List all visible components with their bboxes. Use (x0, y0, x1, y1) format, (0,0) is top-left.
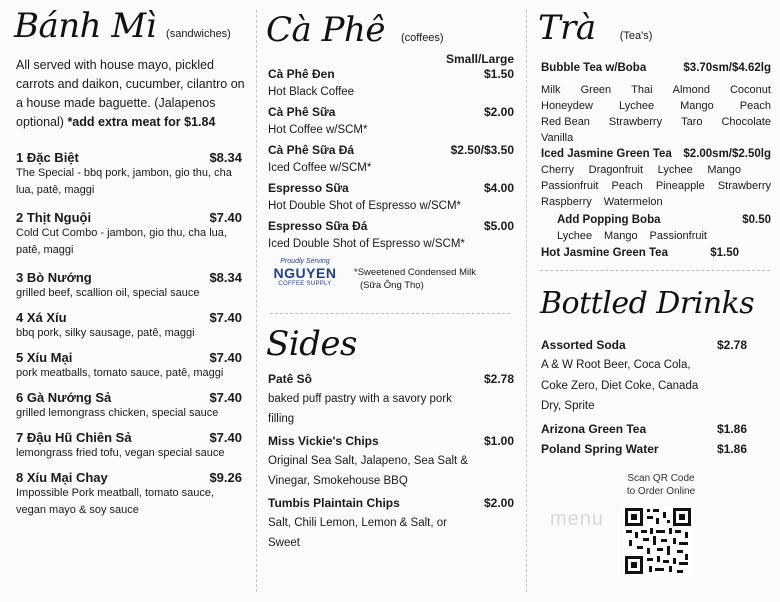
tra-title: Trà (538, 8, 596, 48)
item-price: $9.26 (209, 470, 242, 485)
item-name: 5 Xíu Mại (16, 350, 73, 365)
list-item (541, 422, 747, 436)
item-name: Espresso Sữa (268, 181, 349, 195)
list-item (541, 442, 747, 456)
soda-list (541, 355, 747, 417)
item-name: Arizona Green Tea (541, 421, 647, 436)
item-price: $1.86 (716, 441, 747, 456)
item-price: $2.00 (483, 496, 514, 510)
bubble-flavors (541, 82, 771, 146)
logo-tagline: Proudly Serving (280, 258, 330, 265)
section-divider (540, 270, 770, 272)
flavor: Mango (603, 230, 638, 242)
item-name: Espresso Sữa Đá (268, 219, 368, 233)
item-name: Cà Phê Sữa Đá (268, 143, 355, 157)
qr-code[interactable] (623, 506, 693, 576)
item-price: $4.00 (483, 181, 514, 195)
flavor: Mango (707, 164, 741, 176)
item-price: $7.40 (209, 310, 242, 325)
soda-line: Coke Zero, Diet Coke, Canada (541, 379, 699, 392)
item-name: Iced Jasmine Green Tea (541, 148, 672, 160)
banhmi-title: Bánh Mì (14, 6, 157, 46)
tra-heading (538, 8, 652, 48)
item-desc: Salt, Chili Lemon, Lemon & Salt, or Sweet (268, 517, 447, 549)
list-item (16, 150, 242, 210)
flavor: Chocolate (721, 116, 771, 128)
item-price: $5.00 (483, 219, 514, 233)
item-desc: Hot Double Shot of Espresso w/SCM* (268, 200, 462, 212)
caphe-column (258, 0, 526, 602)
item-price: $1.00 (483, 434, 514, 448)
list-item (268, 104, 514, 142)
item-price: $7.40 (209, 350, 242, 365)
item-name: Bubble Tea w/Boba (541, 62, 647, 74)
flavor: Cherry (541, 164, 575, 176)
list-item (16, 390, 242, 430)
item-desc: Iced Coffee w/SCM* (268, 162, 372, 174)
flavor: Thai (631, 84, 653, 96)
item-desc: The Special - bbq pork, jambon, gio thu, cha lua, patê, maggi (16, 167, 232, 196)
qr-line-1: Scan QR Code (627, 473, 695, 484)
logo-sub: COFFEE SUPPLY (278, 281, 332, 287)
flavor: Lychee (557, 230, 593, 242)
item-price: $7.40 (209, 210, 242, 225)
flavor: Green (580, 84, 612, 96)
banhmi-heading (14, 6, 231, 46)
watermark: menu (550, 508, 605, 530)
qr-line-2: to Order Online (626, 486, 696, 497)
banhmi-extra-meat: *add extra meat for $1.84 (67, 115, 216, 129)
item-price: $7.40 (209, 430, 242, 445)
soda-line: A & W Root Beer, Coca Cola, (541, 359, 691, 371)
item-name: 6 Gà Nướng Sả (16, 390, 112, 405)
item-price: $2.50/$3.50 (450, 143, 514, 157)
banhmi-list (16, 150, 242, 530)
item-name: Cà Phê Đen (268, 67, 335, 81)
item-desc: grilled beef, scallion oil, special sauce (16, 287, 200, 299)
flavor-row (541, 130, 771, 146)
item-price: $0.50 (742, 214, 771, 226)
item-name: Poland Spring Water (541, 441, 659, 456)
item-name: Patê Sô (268, 372, 313, 386)
list-item (268, 496, 514, 558)
flavor: Mango (680, 100, 714, 112)
flavor-row (541, 194, 771, 210)
flavor: Watermelon (603, 196, 663, 208)
flavor: Vanilla (541, 132, 574, 144)
flavor-row (541, 162, 741, 178)
banhmi-intro: All served with house mayo, pickled carrots and daikon, cucumber, cilantro on a house made baguette. (Jalapenos optional) (16, 58, 245, 129)
item-price: $1.86 (716, 421, 747, 436)
tra-list (541, 60, 771, 261)
item-name: Miss Vickie's Chips (268, 434, 379, 448)
qr-code-graphic (623, 506, 693, 576)
size-header: Small/Large (445, 52, 514, 66)
popping-flavors (541, 228, 707, 244)
flavor: Honeydew (541, 100, 593, 112)
soda-row (541, 338, 747, 352)
bottled-list (541, 338, 747, 456)
flavor: Peach (611, 180, 643, 192)
item-desc: grilled lemongrass chicken, special sauce (16, 407, 219, 419)
flavor-row (541, 98, 771, 114)
flavor: Taro (681, 116, 703, 128)
flavor: Red Bean (541, 116, 590, 128)
qr-caption (616, 472, 706, 498)
item-name: 3 Bò Nướng (16, 270, 92, 285)
list-item (268, 218, 514, 256)
scm-note-vn: (Sữa Ông Thọ) (360, 280, 424, 291)
item-desc: lemongrass fried tofu, vegan special sauce (16, 447, 225, 459)
tra-column (528, 0, 780, 602)
item-price: $7.40 (209, 390, 242, 405)
soda-line: Dry, Sprite (541, 400, 595, 412)
item-price: $2.78 (483, 372, 514, 386)
item-desc: Cold Cut Combo - jambon, gio thu, cha lua, patê, maggi (16, 227, 227, 256)
flavor: Passionfruit (649, 230, 707, 242)
flavor: Dragonfruit (588, 164, 644, 176)
flavor: Almond (672, 84, 710, 96)
flavor: Milk (541, 84, 561, 96)
flavor: Pineapple (655, 180, 705, 192)
item-desc: pork meatballs, tomato sauce, patê, maggi (16, 367, 224, 379)
item-name: 2 Thịt Nguội (16, 210, 92, 225)
item-desc: bbq pork, silky sausage, patê, maggi (16, 327, 195, 339)
flavor: Peach (739, 100, 771, 112)
item-price: $8.34 (209, 270, 242, 285)
item-price: $1.50 (483, 67, 514, 81)
item-price: $2.78 (716, 338, 747, 352)
sides-heading (266, 324, 357, 364)
item-name: Cà Phê Sữa (268, 105, 336, 119)
flavor: Raspberry (541, 196, 592, 208)
list-item (16, 350, 242, 390)
sides-title: Sides (266, 324, 357, 364)
list-item (268, 434, 514, 496)
list-item (16, 430, 242, 470)
flavor-row (541, 82, 771, 98)
caphe-subtitle: (coffees) (401, 32, 444, 44)
flavor: Strawberry (608, 116, 663, 128)
item-name: Add Popping Boba (557, 214, 661, 226)
section-divider (270, 313, 510, 315)
item-name: Tumbis Plaintain Chips (268, 496, 400, 510)
item-name: 1 Đặc Biệt (16, 150, 79, 165)
caphe-title: Cà Phê (266, 10, 385, 50)
item-price: $2.00sm/$2.50lg (683, 148, 771, 160)
hot-jasmine-row (541, 245, 739, 261)
item-price: $8.34 (209, 150, 242, 165)
item-price: $2.00 (483, 105, 514, 119)
iced-jasmine-row (541, 146, 771, 162)
banhmi-column (0, 0, 256, 602)
flavor: Passionfruit (541, 180, 599, 192)
bubble-tea-row (541, 60, 771, 76)
flavor: Lychee (657, 164, 693, 176)
popping-boba-row (541, 212, 771, 228)
bottled-title: Bottled Drinks (540, 286, 755, 321)
item-desc: Original Sea Salt, Jalapeno, Sea Salt & Vinegar, Smokehouse BBQ (268, 455, 469, 487)
item-name: Assorted Soda (541, 338, 626, 352)
caphe-heading (266, 10, 444, 50)
item-desc: Hot Coffee w/SCM* (268, 124, 368, 136)
list-item (268, 66, 514, 104)
item-price: $3.70sm/$4.62lg (683, 62, 771, 74)
sides-list (268, 372, 514, 558)
list-item (16, 470, 242, 530)
scm-note: *Sweetened Condensed Milk (354, 267, 476, 278)
item-desc: baked puff pastry with a savory pork filling (268, 393, 452, 425)
flavor: Coconut (729, 84, 771, 96)
list-item (268, 142, 514, 180)
item-desc: Hot Black Coffee (268, 86, 355, 98)
flavor-row (541, 114, 771, 130)
list-item (16, 210, 242, 270)
banhmi-subtitle: (sandwiches) (166, 28, 231, 40)
item-price: $1.50 (710, 247, 739, 259)
scm-note-block (354, 266, 476, 292)
item-name: Hot Jasmine Green Tea (541, 247, 668, 259)
list-item (268, 180, 514, 218)
list-item (16, 270, 242, 310)
item-name: 8 Xíu Mại Chay (16, 470, 108, 485)
flavor-row (541, 178, 771, 194)
caphe-list (268, 66, 514, 256)
logo-name: NGUYEN (273, 265, 337, 281)
list-item (16, 310, 242, 350)
list-item (268, 372, 514, 434)
item-desc: Iced Double Shot of Espresso w/SCM* (268, 238, 465, 250)
item-name: 4 Xá Xíu (16, 310, 67, 325)
item-name: 7 Đậu Hũ Chiên Sả (16, 430, 132, 445)
flavor: Strawberry (717, 180, 771, 192)
tra-subtitle: (Tea's) (619, 30, 653, 42)
item-desc: Impossible Pork meatball, tomato sauce, vegan mayo & soy sauce (16, 487, 215, 516)
banhmi-intro-block (16, 56, 248, 132)
bottled-heading (540, 286, 754, 321)
flavor: Lychee (619, 100, 655, 112)
iced-flavors (541, 162, 771, 210)
nguyen-coffee-logo (268, 258, 342, 298)
